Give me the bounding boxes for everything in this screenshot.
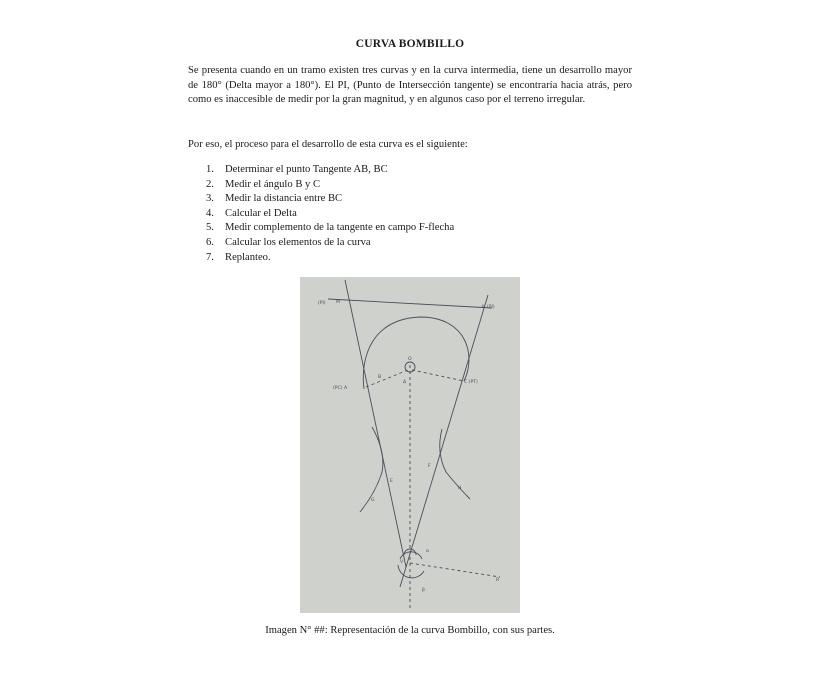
list-item: 3. Medir la distancia entre BC bbox=[206, 193, 343, 205]
label-m: M bbox=[336, 300, 340, 305]
document-title: CURVA BOMBILLO bbox=[355, 38, 465, 50]
bulb-curve-diagram bbox=[300, 277, 520, 613]
figure-caption: Imagen N° ##: Representación de la curva Bombillo, con sus partes. bbox=[265, 625, 555, 636]
label-r: R bbox=[496, 578, 500, 583]
list-item: 1. Determinar el punto Tangente AB, BC bbox=[206, 164, 388, 175]
label-b: B bbox=[378, 375, 382, 380]
label-n-pi: N (PI) bbox=[482, 305, 495, 310]
bulb-curve-figure bbox=[300, 277, 520, 613]
vertex-arc-lower bbox=[398, 565, 424, 578]
intro-paragraph: Se presenta cuando en un tramo existen tres curvas y en la curva intermedia, tiene un desarrollo mayor de 180° (Delta mayor a 180°). El PI, (Punto de Intersección tangente) se encontraría hacia atrás, pero como es inaccesible de medir por la gran magnitud, y en algunos caso por el terreno irregular. bbox=[188, 65, 632, 105]
label-delta: Δ bbox=[403, 380, 407, 385]
list-item: 5. Medir complemento de la tangente en campo F-flecha bbox=[206, 222, 455, 234]
label-pc-a: (PC) A bbox=[333, 386, 348, 391]
left-tangent-line bbox=[345, 280, 406, 567]
radius-line-b bbox=[366, 370, 408, 387]
tangent-line-mn bbox=[328, 299, 492, 308]
radius-line-c bbox=[412, 370, 464, 381]
label-pi-left: (PI) bbox=[318, 301, 326, 306]
label-g: G bbox=[371, 498, 375, 503]
list-item: 4. Calcular el Delta bbox=[206, 207, 297, 219]
vertex-dashed-line bbox=[410, 563, 500, 577]
list-item: 6. Calcular los elementos de la curva bbox=[206, 236, 371, 248]
process-paragraph: Por eso, el proceso para el desarrollo de esta curva es el siguiente: bbox=[188, 139, 468, 150]
label-v: V bbox=[400, 560, 404, 565]
label-beta: β bbox=[422, 588, 425, 593]
label-f: F bbox=[428, 464, 431, 469]
list-item: 7. Replanteo. bbox=[206, 251, 271, 263]
label-h: H bbox=[458, 486, 462, 491]
label-c-pt: C (PT) bbox=[464, 380, 478, 385]
label-o: O bbox=[408, 357, 412, 362]
label-e: E bbox=[390, 479, 393, 484]
right-tangent-line bbox=[400, 295, 488, 587]
list-item: 2. Medir el ángulo B y C bbox=[206, 178, 321, 190]
steps-list bbox=[206, 163, 454, 265]
label-alpha: α bbox=[426, 549, 430, 554]
